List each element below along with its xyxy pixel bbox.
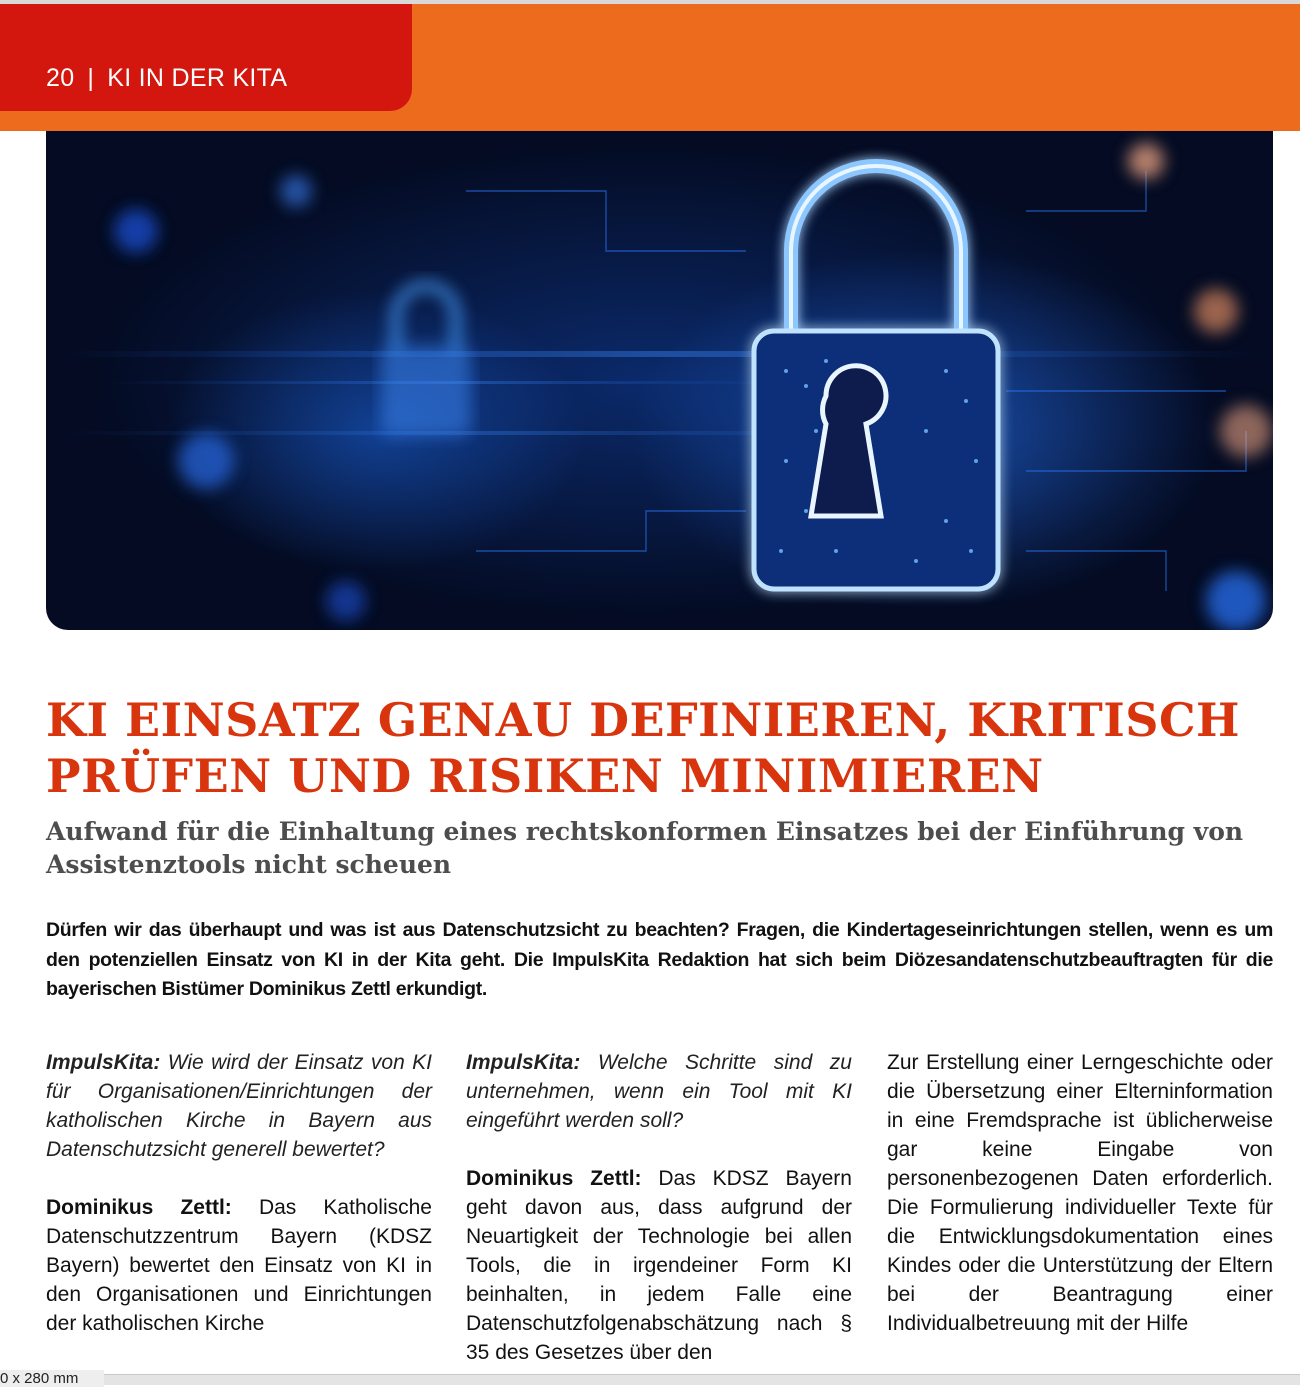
question-2-label: ImpulsKita: bbox=[466, 1051, 581, 1074]
article-intro: Dürfen wir das überhaupt und was ist aus Datenschutzsicht zu beachten? Fragen, die Kindertageseinrichtungen stellen, wenn es um den potenziellen Einsatz von KI in der Kita geht. Die ImpulsKita Redaktion hat sich beim Diözesandatenschutzbeauftragten für die bayerischen Bistümer Dominikus Zettl erkundigt. bbox=[46, 919, 1273, 1000]
question-1 bbox=[46, 1048, 432, 1164]
answer-2-text: Das KDSZ Bayern geht davon aus, dass aufgrund der Neuartigkeit der Technologie bei allen Tools, die in irgendeiner Form KI beinhalten, in jedem Falle eine Datenschutzfolgenabschätzung nach § 35 des Gesetzes über den bbox=[466, 1167, 852, 1364]
article-title bbox=[46, 692, 1266, 804]
viewer-status-bar bbox=[0, 1374, 1300, 1385]
page-number: 20 bbox=[46, 64, 75, 92]
title-line-2: PRÜFEN UND RISIKEN MINIMIEREN bbox=[46, 749, 1044, 803]
article-subtitle: Aufwand für die Einhaltung eines rechtskonformen Einsatzes bei der Einführung von Assistenztools nicht scheuen bbox=[46, 817, 1244, 879]
hero-image bbox=[46, 131, 1273, 630]
column-3-text: Zur Erstellung einer Lerngeschichte oder die Übersetzung einer Elterninformation in eine Fremdsprache ist üblicherweise gar keine Eingabe von personenbezogenen Daten erforderlich. Die Formulierung individueller Texte für die Entwicklungsdokumentation eines Kindes oder die Unterstützung der Eltern bei der Beantragung einer Individualbetreuung mit der Hilfe bbox=[887, 1051, 1273, 1335]
answer-1-text: Das Katholische Datenschutzzentrum Bayern (KDSZ Bayern) bewertet den Einsatz von KI in den Organisationen und Einrichtungen der katholischen Kirche bbox=[46, 1196, 432, 1335]
question-2 bbox=[466, 1048, 852, 1135]
header-separator: | bbox=[87, 64, 95, 92]
header-tab bbox=[0, 4, 412, 111]
question-2-text: Welche Schritte sind zu unternehmen, wenn ein Tool mit KI eingeführt werden soll? bbox=[466, 1051, 852, 1132]
section-name: KI IN DER KITA bbox=[107, 64, 288, 92]
answer-1-label: Dominikus Zettl: bbox=[46, 1196, 232, 1219]
column-1 bbox=[46, 1048, 432, 1367]
column-3 bbox=[887, 1048, 1273, 1367]
question-1-label: ImpulsKita: bbox=[46, 1051, 161, 1074]
answer-2-label: Dominikus Zettl: bbox=[466, 1167, 642, 1190]
answer-1 bbox=[46, 1193, 432, 1338]
column-2 bbox=[466, 1048, 852, 1396]
padlock-icon bbox=[46, 131, 1273, 630]
answer-2 bbox=[466, 1164, 852, 1367]
title-line-1: KI EINSATZ GENAU DEFINIEREN, KRITISCH bbox=[46, 693, 1241, 747]
page-size-label: 0 x 280 mm bbox=[0, 1370, 104, 1387]
question-1-text: Wie wird der Einsatz von KI für Organisationen/Einrichtungen der katholischen Kirche in Bayern aus Datenschutzsicht generell bewertet? bbox=[46, 1051, 432, 1161]
running-header bbox=[46, 64, 287, 93]
